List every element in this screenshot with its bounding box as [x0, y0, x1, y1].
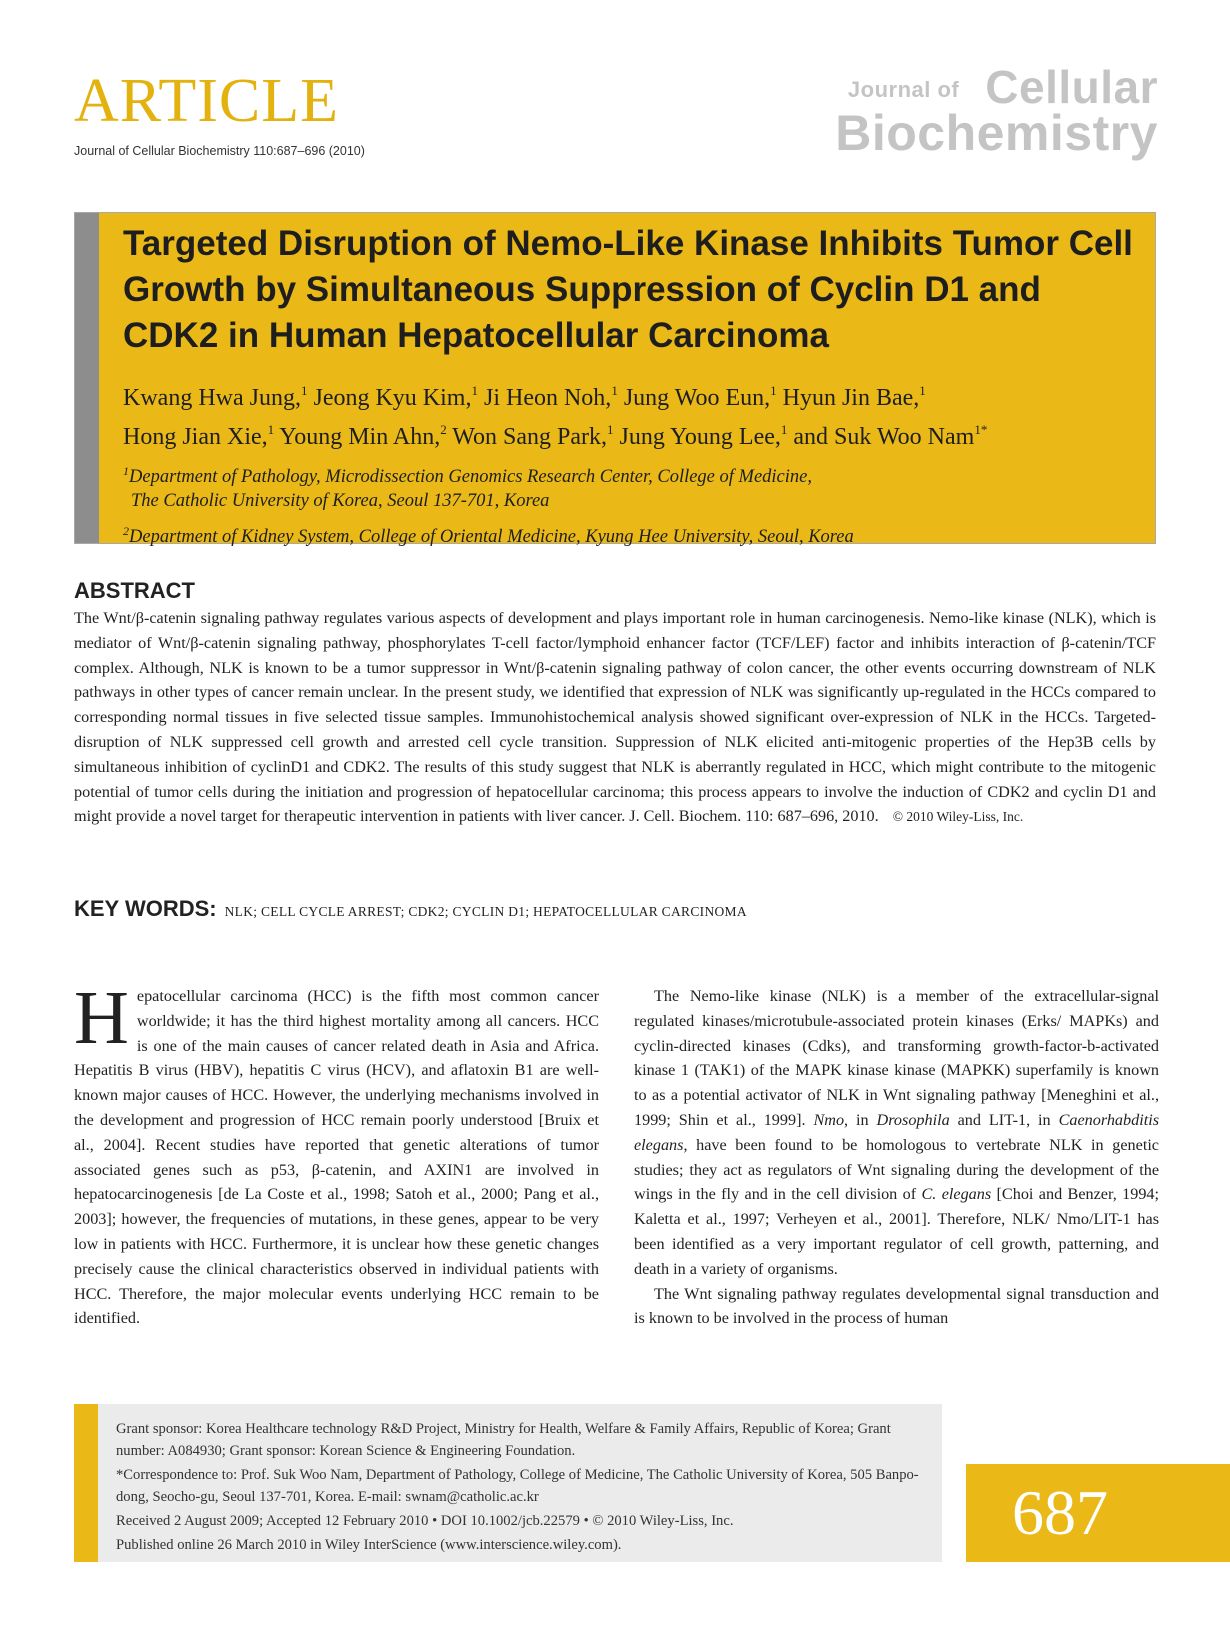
- title-box: [74, 212, 1156, 547]
- abstract-copyright: © 2010 Wiley-Liss, Inc.: [892, 809, 1024, 825]
- paper-title: Targeted Disruption of Nemo-Like Kinase Inhibits Tumor Cell Growth by Simultaneous Suppression of Cyclin D1 and CDK2 in Human Hepatocellular Carcinoma: [123, 224, 1133, 355]
- keywords: [74, 896, 747, 922]
- journal-citation: Journal of Cellular Biochemistry 110:687–696 (2010): [74, 144, 365, 158]
- author: Jeong Kyu Kim,: [313, 385, 472, 411]
- author: Young Min Ahn,: [279, 424, 441, 450]
- grant-info: Grant sponsor: Korea Healthcare technology R&D Project, Ministry for Health, Welfare & Family Affairs, Republic of Korea; Grant number: A084930; Grant sponsor: Korean Science & Engineering Foundation.: [116, 1421, 891, 1459]
- footnote-box: [74, 1404, 942, 1562]
- correspondence-info: *Correspondence to: Prof. Suk Woo Nam, Department of Pathology, College of Medicine, The Catholic University of Korea, 505 Banpo-dong, Seocho-gu, Seoul 137-701, Korea. E-mail: swnam@catholic.ac.kr: [116, 1467, 919, 1505]
- author: Kwang Hwa Jung,: [123, 385, 301, 411]
- author: Jung Young Lee,: [619, 424, 781, 450]
- body-column-right: [634, 984, 1159, 1331]
- author: Hong Jian Xie,: [123, 424, 268, 450]
- author: Jung Woo Eun,: [623, 385, 771, 411]
- keywords-text: NLK; CELL CYCLE ARREST; CDK2; CYCLIN D1; HEPATOCELLULAR CARCINOMA: [224, 904, 747, 919]
- title-box-sidebar: [75, 213, 99, 543]
- keywords-label: KEY WORDS:: [74, 896, 217, 921]
- author: Hyun Jin Bae,: [782, 385, 920, 411]
- author-list: Kwang Hwa Jung,$^1$ Jeong Kyu Kim,$^1$ Ji Heon Noh,$^1$ Jung Woo Eun,$^1$ Hyun Jin Bae,$^1$ Hong Jian Xie,$^1$ Young Min Ahn,$^2$ Won Sang Park,$^1$ Jung Young Lee,$^1$ and Suk Woo Nam$^{1*}$: [123, 383, 988, 450]
- abstract-text: The Wnt/β-catenin signaling pathway regulates various aspects of development and plays important role in human carcinogenesis. Nemo-like kinase (NLK), which is mediator of Wnt/β-catenin signaling pathway, phosphorylates T-cell factor/lymphoid enhancer factor (TCF/LEF) factor and inhibits interaction of β-catenin/TCF complex. Although, NLK is known to be a tumor suppressor in Wnt/β-catenin signaling pathway of colon cancer, the other events occurring downstream of NLK pathways in other types of cancer remain unclear. In the present study, we identified that expression of NLK was significantly up-regulated in the HCCs compared to corresponding normal tissues in five selected tissue samples. Immunohistochemical analysis showed significant over-expression of NLK in the HCCs. Targeted-disruption of NLK suppressed cell growth and arrested cell cycle transition. Suppression of NLK elicited anti-mitogenic properties of the Hep3B cells by simultaneous inhibition of cyclinD1 and CDK2. The results of this study suggest that NLK is aberrantly regulated in HCC, which might contribute to the mitogenic potential of tumor cells during the initiation and progression of hepatocellular carcinoma; this process appears to involve the induction of CDK2 and cyclin D1 and might provide a novel target for therapeutic intervention in patients with liver cancer. J. Cell. Biochem. 110: 687–696, 2010.: [74, 609, 1156, 826]
- page-number: 687: [966, 1464, 1230, 1562]
- logo-cellular: Cellular: [985, 61, 1158, 113]
- logo-biochemistry: Biochemistry: [835, 105, 1158, 161]
- affiliation-1: $^1$Department of Pathology, Microdissection Genomics Research Center, College of Medicine, The Catholic University of Korea, Seoul 137-701, Korea: [123, 464, 812, 511]
- logo-journal-of: Journal of: [847, 77, 960, 102]
- author: Ji Heon Noh,: [483, 385, 612, 411]
- affiliation-2: $^2$Department of Kidney System, College of Oriental Medicine, Kyung Hee University, Seoul, Korea: [123, 524, 854, 547]
- received-info: Received 2 August 2009; Accepted 12 February 2010 • DOI 10.1002/jcb.22579 • © 2010 Wiley-Liss, Inc.: [116, 1513, 734, 1529]
- wnt-paragraph: The Wnt signaling pathway regulates developmental signal transduction and is known to be involved in the process of human: [634, 1284, 1159, 1328]
- journal-logo: [835, 61, 1158, 161]
- intro-paragraph: Hepatocellular carcinoma (HCC) is the fifth most common cancer worldwide; it has the third highest mortality among all cancers. HCC is one of the main causes of cancer related death in Asia and Africa. Hepatitis B virus (HBV), hepatitis C virus (HCV), and aflatoxin B1 are well-known major causes of HCC. However, the underlying mechanisms involved in the development and progression of HCC remain poorly understood [Bruix et al., 2004]. Recent studies have reported that genetic alterations of tumor associated genes such as p53, β-catenin, and AXIN1 are involved in hepatocarcinogenesis [de La Coste et al., 1998; Satoh et al., 2000; Pang et al., 2003]; however, the frequencies of mutations, in these genes, appear to be very low in patients with HCC. Furthermore, it is unclear how these genetic changes precisely cause the clinical characteristics observed in individual patients with HCC. Therefore, the major molecular events underlying HCC remain to be identified.: [74, 976, 599, 1328]
- published-info: Published online 26 March 2010 in Wiley InterScience (www.interscience.wiley.com).: [116, 1537, 622, 1553]
- abstract-body: [74, 606, 1156, 830]
- drop-cap: H: [74, 976, 129, 1060]
- abstract-heading: ABSTRACT: [74, 578, 195, 603]
- nlk-paragraph: The Nemo-like kinase (NLK) is a member of the extracellular-signal regulated kinases/microtubule-associated protein kinases (Erks/ MAPKs) and cyclin-directed kinases (Cdks), and transforming growth-factor-b-activated kinase 1 (TAK1) of the MAPK kinase kinase (MAPKK) superfamily is known to as a potential activator of NLK in Wnt signaling pathway [Meneghini et al., 1999; Shin et al., 1999]. Nmo, in Drosophila and LIT-1, in Caenorhabditis elegans, have been found to be homologous to vertebrate NLK in genetic studies; they act as regulators of Wnt signaling during the development of the wings in the fly and in the cell division of C. elegans [Choi and Benzer, 1994; Kaletta et al., 1997; Verheyen et al., 2001]. Therefore, NLK/ Nmo/LIT-1 has been identified as a very important regulator of cell growth, patterning, and death in a variety of organisms.: [634, 987, 1160, 1278]
- article-label: ARTICLE: [74, 67, 340, 135]
- footnote-sidebar: [74, 1404, 98, 1562]
- author: and Suk Woo Nam: [793, 424, 975, 450]
- author: Won Sang Park,: [452, 424, 608, 450]
- body-column-left: [74, 976, 599, 1331]
